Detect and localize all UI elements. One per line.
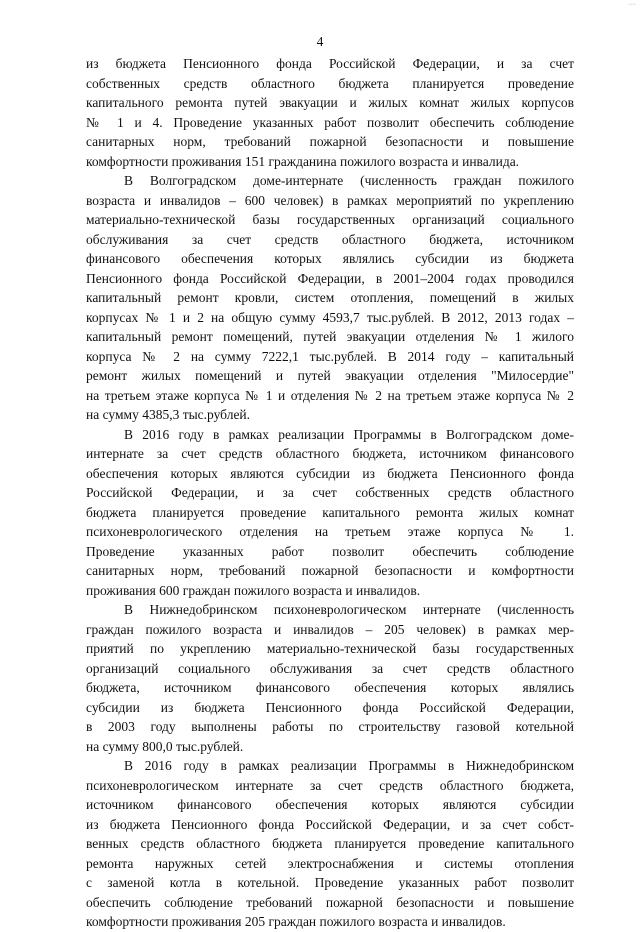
text-line: корпуса № 2 на сумму 7222,1 тыс.рублей. В 2014 году – капитальный — [86, 348, 574, 364]
paragraph-2 — [86, 171, 574, 425]
text-line: санитарных норм, требований пожарной безопасности и повышение — [86, 134, 574, 149]
page-number: 4 — [316, 34, 324, 49]
text-line: ремонт жилых помещений и путей эвакуации отделения "Милосердие" — [86, 368, 574, 383]
text-line: обеспечения которых являются субсидии из бюджета Пенсионного фонда — [86, 465, 574, 481]
text-line: источником финансового обеспечения которых являются субсидии — [86, 797, 574, 812]
text-line: субсидии из бюджета Пенсионного фонда Российской Федерации, — [86, 699, 574, 715]
text-line: психоневрологического отделения на третьем этаже корпуса № 1. — [86, 524, 574, 539]
text-line: финансового обеспечения которых являлись субсидии из бюджета — [86, 251, 574, 266]
text-line: Российской Федерации, и за счет собственных средств областного — [86, 485, 574, 500]
text-line: возраста и инвалидов – 600 человек) в рамках мероприятий по укреплению — [86, 192, 574, 208]
text-line: ремонта наружных сетей электроснабжения и системы отопления — [86, 855, 574, 871]
text-line: обслуживания за счет средств областного бюджета, источником — [86, 231, 574, 247]
text-line: психоневрологическом интернате за счет средств областного бюджета, — [86, 777, 574, 793]
text-line: с заменой котла в котельной. Проведение указанных работ позволит — [86, 875, 574, 890]
text-line: Проведение указанных работ позволит обеспечить соблюдение — [86, 543, 574, 559]
text-line: бюджета, источником финансового обеспечения которых являлись — [86, 680, 574, 695]
text-line: в 2003 году выполнены работы по строительству газовой котельной — [86, 719, 574, 734]
text-line: корпусах № 1 и 2 на общую сумму 4593,7 тыс.рублей. В 2012, 2013 годах – — [86, 309, 574, 325]
document-body — [86, 54, 574, 932]
text-line: обеспечить соблюдение требований пожарной безопасности и повышение — [86, 894, 574, 910]
text-line: комфортности проживания 151 гражданина пожилого возраста и инвалида. — [86, 153, 520, 169]
text-line: граждан пожилого возраста и инвалидов – 205 человек) в рамках мер- — [86, 621, 574, 637]
text-line: материально-технической базы государственных организаций социального — [86, 212, 574, 227]
text-line: капитальный ремонт кровли, систем отопления, помещений в жилых — [86, 290, 574, 305]
paragraph-5 — [86, 756, 574, 932]
text-line: проживания 600 граждан пожилого возраста и инвалидов. — [86, 582, 421, 598]
text-line: на сумму 800,0 тыс.рублей. — [86, 738, 244, 754]
text-line: комфортности проживания 205 граждан пожилого возраста и инвалидов. — [86, 914, 506, 929]
text-line: В 2016 году в рамках реализации Программы в Волгоградском доме- — [124, 426, 574, 442]
text-line: собственных средств областного бюджета планируется проведение — [86, 75, 574, 91]
text-line: из бюджета Пенсионного фонда Российской Федерации, и за счет — [86, 56, 574, 71]
paragraph-4 — [86, 600, 574, 756]
text-line: на третьем этаже корпуса № 1 и отделения № 2 на третьем этаже корпуса № 2 — [86, 387, 574, 403]
text-line: венных средств областного бюджета планируется проведение капитального — [86, 836, 574, 851]
corner-mark: ~~ — [628, 1, 636, 9]
text-line: капитальный ремонт помещений, путей эвакуации отделения № 1 жилого — [86, 329, 574, 344]
text-line: на сумму 4385,3 тыс.рублей. — [86, 407, 251, 422]
text-line: приятий по укреплению материально-технической базы государственных — [86, 641, 574, 656]
text-line: интернате за счет средств областного бюджета, источником финансового — [86, 446, 574, 461]
text-line: № 1 и 4. Проведение указанных работ позволит обеспечить соблюдение — [86, 114, 574, 130]
text-line: В Волгоградском доме-интернате (численность граждан пожилого — [124, 173, 574, 188]
text-line: В Нижнедобринском психоневрологическом интернате (численность — [124, 602, 574, 617]
paragraph-1 — [86, 54, 574, 171]
text-line: Пенсионного фонда Российской Федерации, в 2001–2004 годах проводился — [86, 270, 574, 286]
text-line: капитального ремонта путей эвакуации и жилых комнат жилых корпусов — [86, 95, 574, 110]
text-line: санитарных норм, требований пожарной безопасности и комфортности — [86, 563, 574, 578]
text-line: организаций социального обслуживания за счет средств областного — [86, 660, 574, 676]
text-line: В 2016 году в рамках реализации Программы в Нижнедобринском — [124, 758, 574, 773]
paragraph-3 — [86, 425, 574, 601]
text-line: из бюджета Пенсионного фонда Российской Федерации, и за счет собст- — [86, 816, 574, 832]
text-line: бюджета планируется проведение капитального ремонта жилых комнат — [86, 504, 574, 520]
